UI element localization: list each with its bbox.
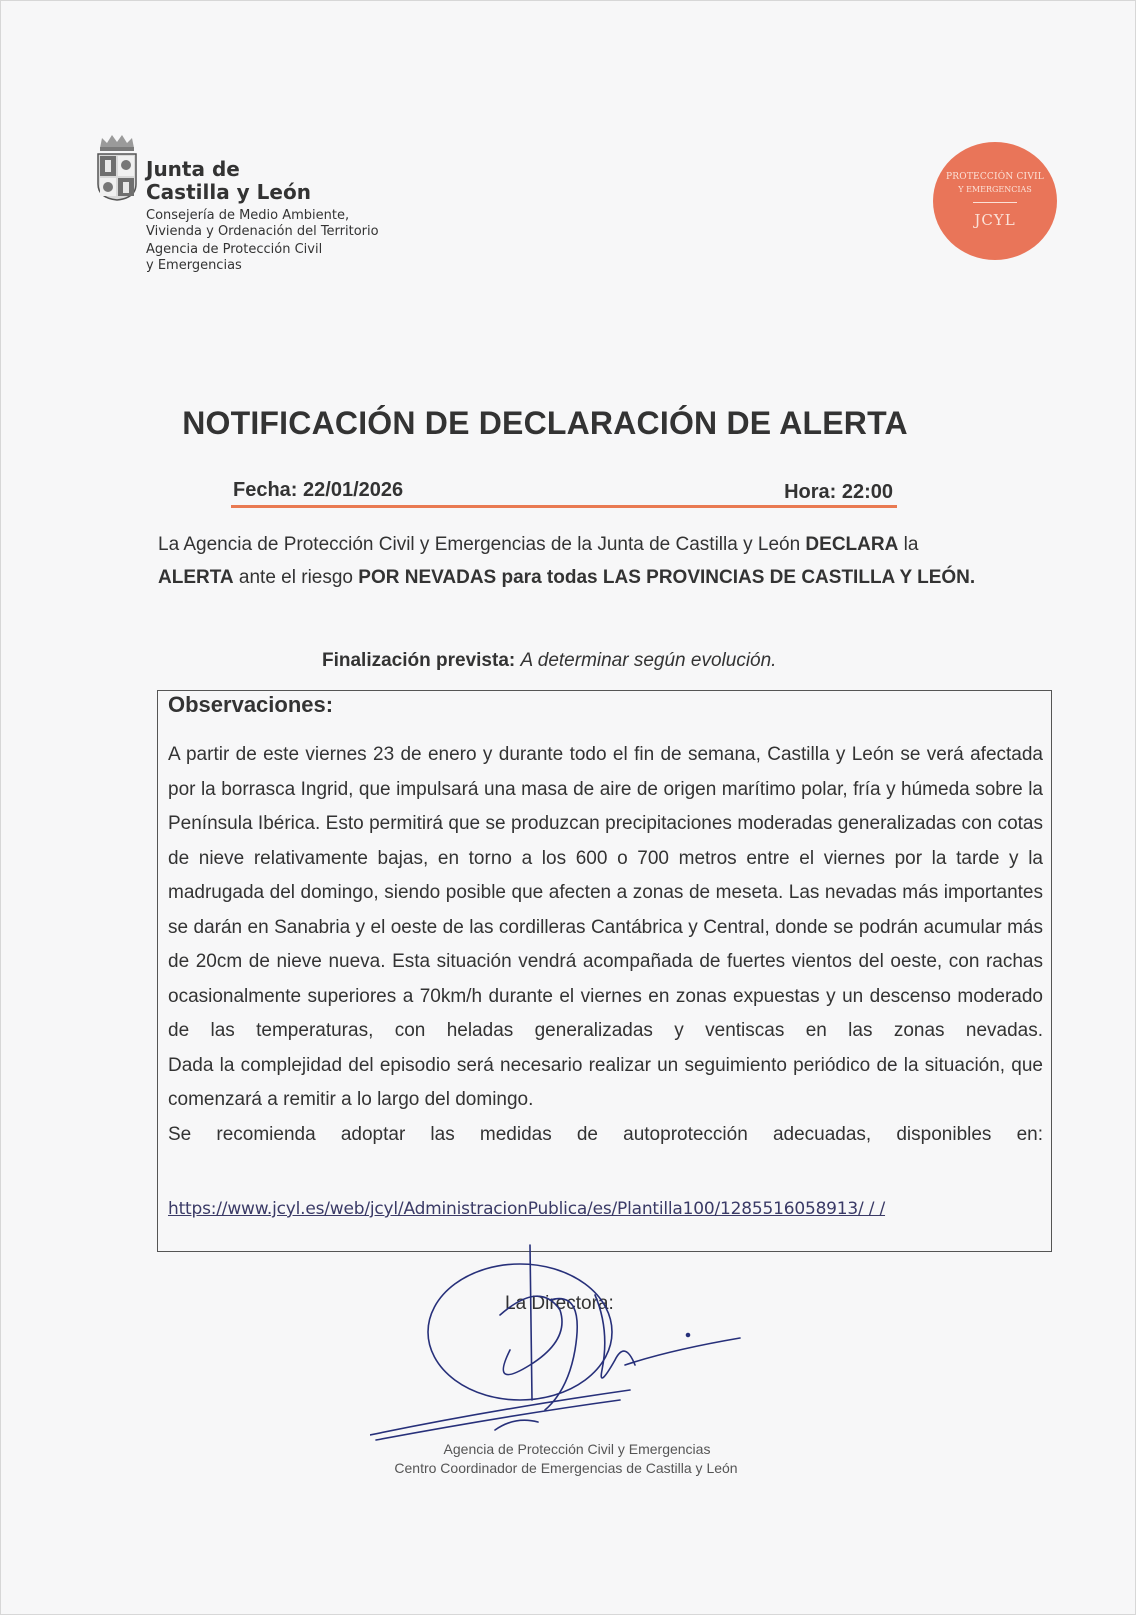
declaration-text-3: ante el riesgo [233,567,359,588]
document-title: NOTIFICACIÓN DE DECLARACIÓN DE ALERTA [182,405,908,441]
seal-rule [973,202,1017,203]
declaration-text-2: la [898,534,919,555]
declaration-declara: DECLARA [805,534,899,555]
org-subtitle [146,208,379,274]
observations-heading: Observaciones: [168,692,334,717]
handwritten-signature [370,1240,770,1460]
expected-end [322,650,776,672]
observations-body [168,738,1043,1152]
seal-line2: Y EMERGENCIAS [958,185,1032,194]
declaration-paragraph [158,528,988,594]
proteccion-civil-seal [933,142,1057,260]
signature-organization [0,1440,1136,1478]
declaration-text-1: La Agencia de Protección Civil y Emergencias de la Junta de Castilla y León [158,534,806,555]
declaration-alerta: ALERTA [158,567,234,588]
expected-end-label: Finalización prevista: [322,650,516,671]
date-time-row [231,479,897,508]
observations-paragraph-2: Dada la complejidad del episodio será necesario realizar un seguimiento periódico de la situación, que comenzará a remitir a lo largo del domingo. [168,1054,1043,1110]
autoproteccion-link[interactable]: https://www.jcyl.es/web/jcyl/AdministracionPublica/es/Plantilla100/1285516058913/ / / [168,1199,886,1219]
signature-org-line2: Centro Coordinador de Emergencias de Castilla y León [394,1460,738,1476]
observations-paragraph-3: Se recomienda adoptar las medidas de autoprotección adecuadas, disponibles en: [168,1123,1043,1145]
org-name [146,158,311,204]
date-field: Fecha: 22/01/2026 [233,479,404,501]
seal-acronym: JCYL [974,211,1016,229]
expected-end-value: A determinar según evolución. [520,650,777,671]
consejeria-line2: Vivienda y Ordenación del Territorio [146,224,379,239]
seal-line1: PROTECCIÓN CIVIL [946,172,1044,182]
coat-of-arms-logo [96,132,138,202]
consejeria-line1: Consejería de Medio Ambiente, [146,208,350,223]
org-name-line1: Junta de [146,157,240,181]
agencia-line2: y Emergencias [146,258,242,273]
org-name-line2: Castilla y León [146,180,311,204]
observations-paragraph-1: A partir de este viernes 23 de enero y durante todo el fin de semana, Castilla y León se verá afectada por la borrasca Ingrid, que impulsará una masa de aire de origen marítimo polar, fría y húmeda sobre la Península Ibérica. Esto permitirá que se produzcan precipitaciones moderadas generalizadas con cotas de nieve relativamente bajas, en torno a los 600 o 700 metros entre el viernes por la tarde y la madrugada del domingo, siendo posible que afecten a zonas de meseta. Las nevadas más importantes se darán en Sanabria y el oeste de las cordilleras Cantábrica y Central, donde se podrán acumular más de 20cm de nieve nueva. Esta situación vendrá acompañada de fuertes vientos del oeste, con rachas ocasionalmente superiores a 70km/h durante el viernes en zonas expuestas y un descenso moderado de las temperaturas, con heladas generalizadas y ventiscas en las zonas nevadas. [168,744,1043,1041]
signature-org-line1: Agencia de Protección Civil y Emergencias [443,1441,711,1457]
time-field: Hora: 22:00 [784,481,893,503]
signature-label: La Directora: [505,1293,614,1314]
declaration-risk: POR NEVADAS para todas LAS PROVINCIAS DE CASTILLA Y LEÓN. [358,567,976,588]
agencia-line1: Agencia de Protección Civil [146,242,323,257]
